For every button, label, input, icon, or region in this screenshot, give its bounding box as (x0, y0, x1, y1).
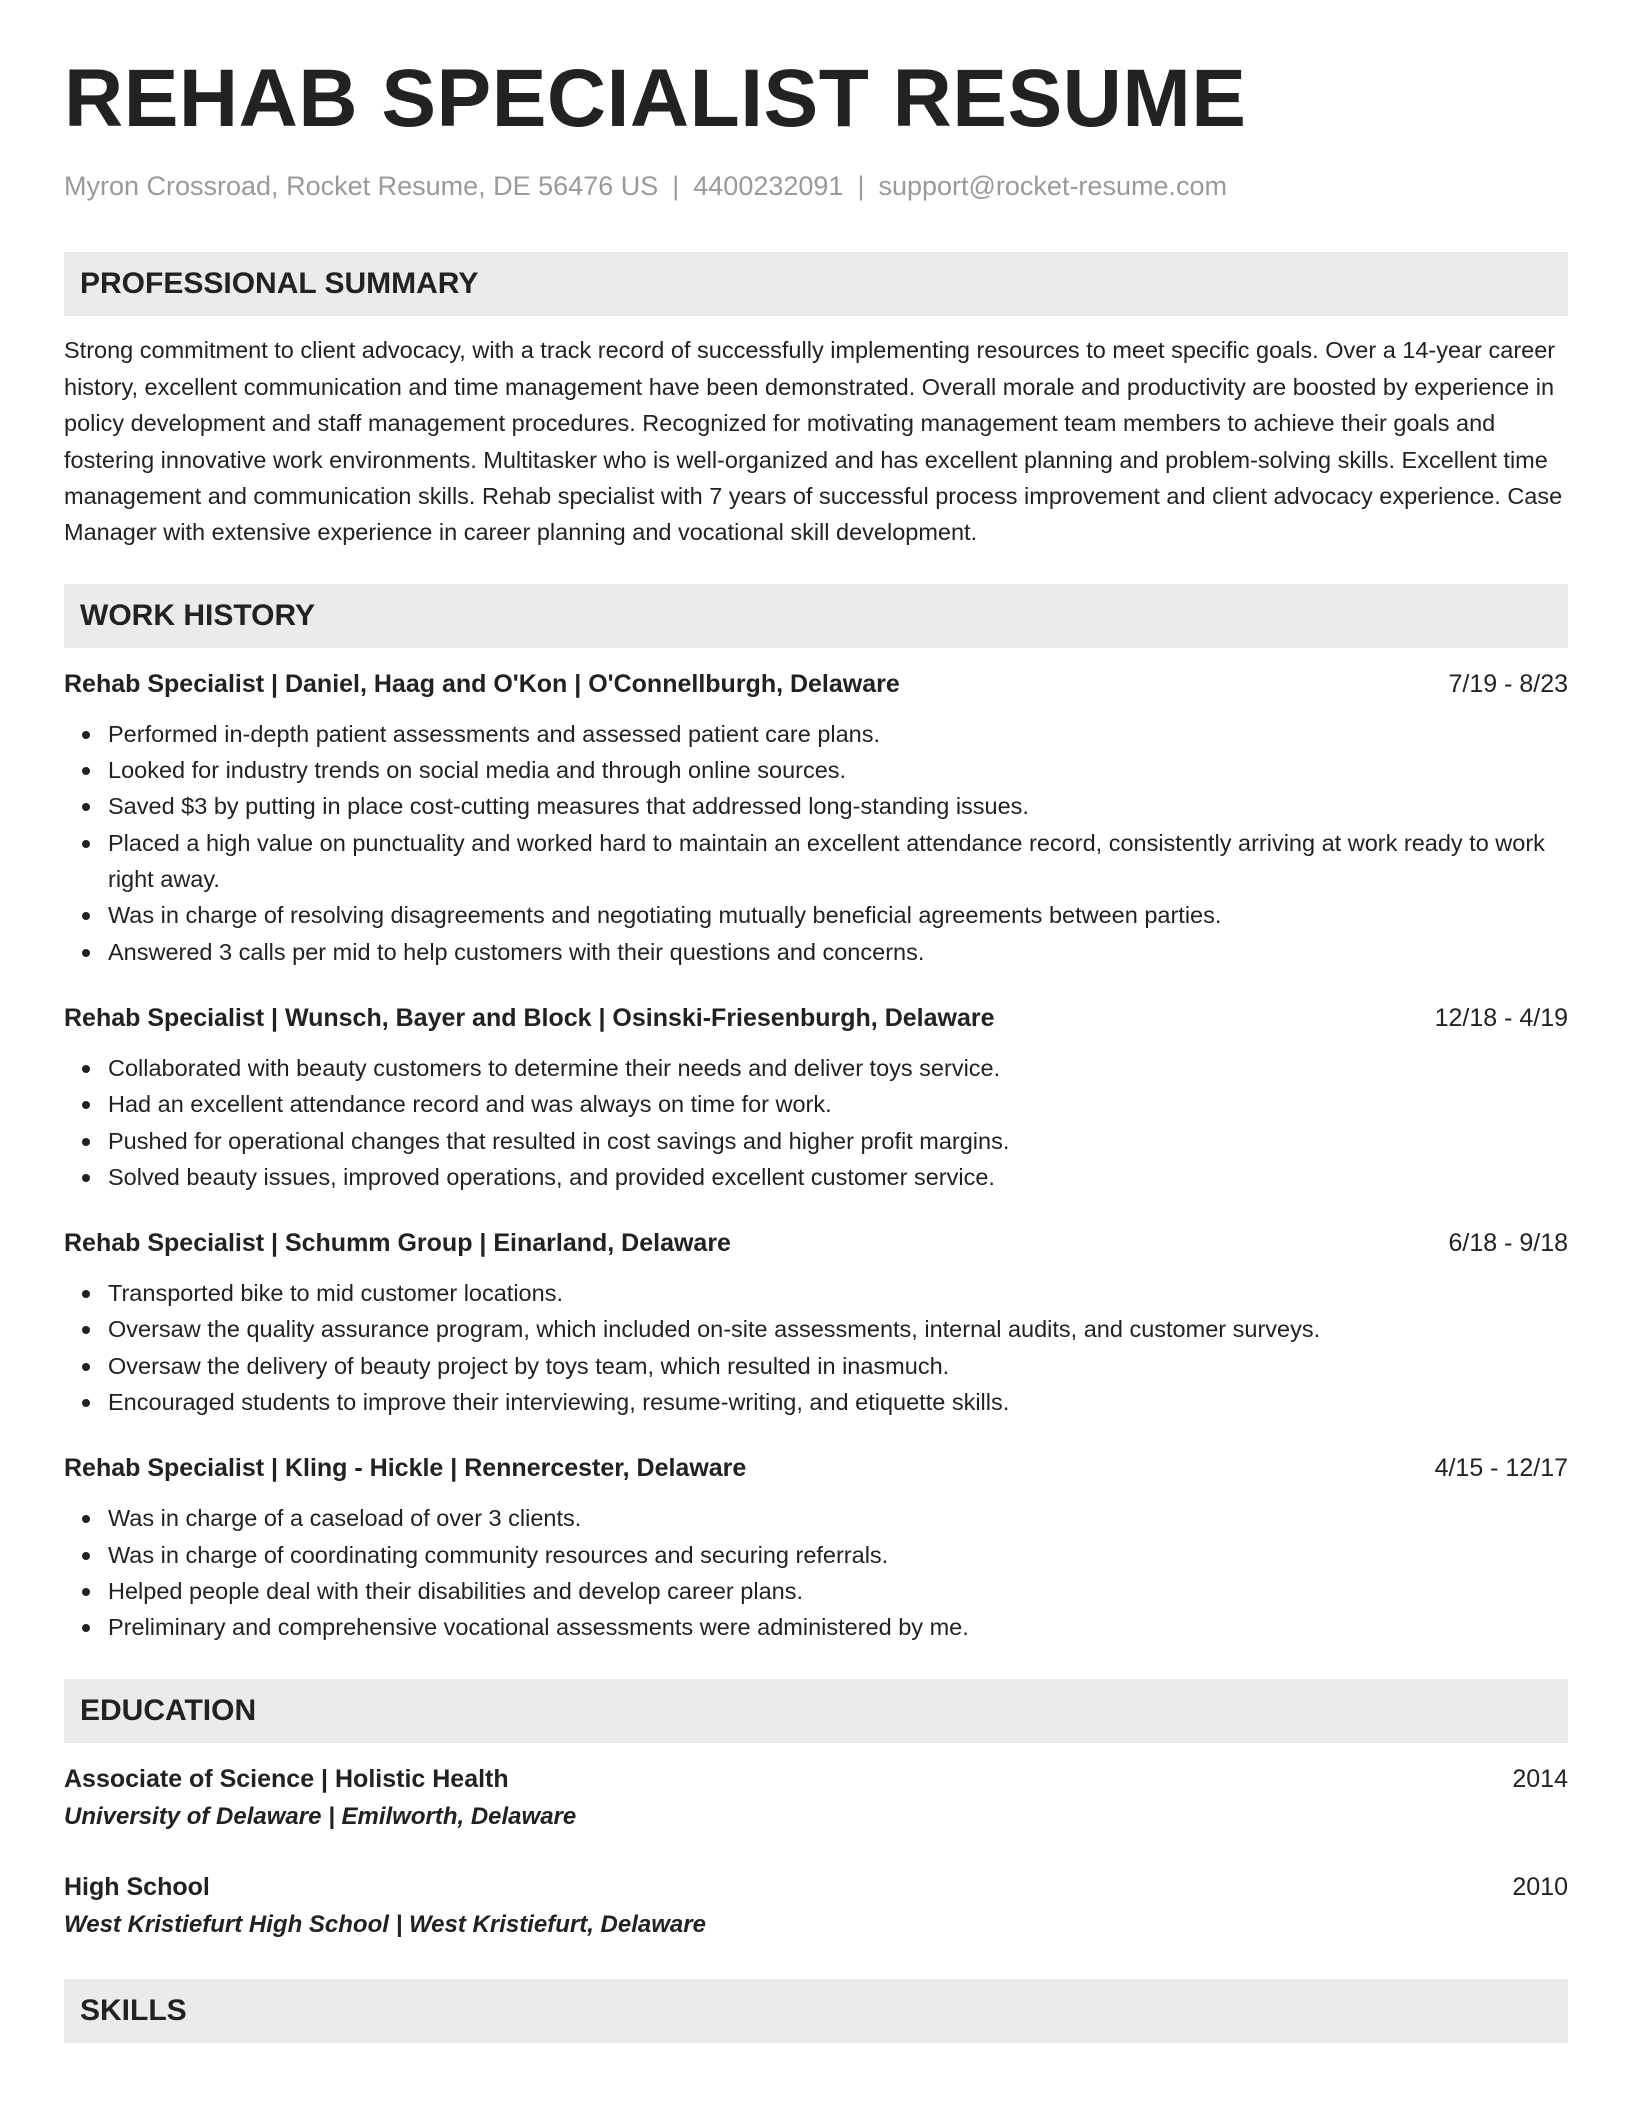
education-entry (64, 1869, 1568, 1943)
contact-separator: | (672, 171, 680, 201)
job-bullet: Placed a high value on punctuality and worked hard to maintain an excellent attendance record, consistently arriving at work ready to work right away. (108, 825, 1568, 898)
job-title: Rehab Specialist | Wunsch, Bayer and Block | Osinski-Friesenburgh, Delaware (64, 1003, 995, 1032)
contact-phone: 4400232091 (693, 171, 844, 201)
job-entry (64, 1450, 1568, 1645)
job-entry (64, 666, 1568, 970)
contact-line (64, 170, 1568, 202)
job-bullet: Was in charge of a caseload of over 3 clients. (108, 1500, 1568, 1536)
resume-title: REHAB SPECIALIST RESUME (64, 53, 1247, 144)
job-dates: 12/18 - 4/19 (1434, 1003, 1568, 1032)
job-bullet: Preliminary and comprehensive vocational assessments were administered by me. (108, 1609, 1568, 1645)
job-bullets (64, 1275, 1568, 1420)
job-bullet: Was in charge of coordinating community resources and securing referrals. (108, 1537, 1568, 1573)
education-year: 2010 (1512, 1873, 1568, 1902)
job-bullets (64, 1500, 1568, 1645)
job-title: Rehab Specialist | Kling - Hickle | Rennercester, Delaware (64, 1454, 747, 1483)
job-title: Rehab Specialist | Schumm Group | Einarland, Delaware (64, 1229, 731, 1258)
job-bullet: Pushed for operational changes that resulted in cost savings and higher profit margins. (108, 1123, 1568, 1159)
job-bullets (64, 716, 1568, 970)
job-bullet: Saved $3 by putting in place cost-cutting measures that addressed long-standing issues. (108, 788, 1568, 824)
job-entry (64, 1000, 1568, 1195)
job-dates: 7/19 - 8/23 (1448, 669, 1568, 698)
job-bullet: Oversaw the quality assurance program, which included on-site assessments, internal audits, and customer surveys. (108, 1311, 1568, 1347)
contact-separator: | (857, 171, 865, 201)
job-bullet: Solved beauty issues, improved operations, and provided excellent customer service. (108, 1159, 1568, 1195)
job-bullet: Collaborated with beauty customers to determine their needs and deliver toys service. (108, 1050, 1568, 1086)
job-bullet: Transported bike to mid customer locations. (108, 1275, 1568, 1311)
job-entry (64, 1225, 1568, 1420)
section-header-work-history: WORK HISTORY (64, 584, 1568, 648)
contact-address: Myron Crossroad, Rocket Resume, DE 56476 US (64, 171, 659, 201)
section-header-education: EDUCATION (64, 1679, 1568, 1743)
job-bullet: Encouraged students to improve their interviewing, resume-writing, and etiquette skills. (108, 1384, 1568, 1420)
job-bullet: Performed in-depth patient assessments and assessed patient care plans. (108, 716, 1568, 752)
job-bullet: Oversaw the delivery of beauty project by toys team, which resulted in inasmuch. (108, 1348, 1568, 1384)
contact-email: support@rocket-resume.com (878, 171, 1227, 201)
job-bullet: Was in charge of resolving disagreements and negotiating mutually beneficial agreements between parties. (108, 897, 1568, 933)
job-bullets (64, 1050, 1568, 1195)
section-header-summary: PROFESSIONAL SUMMARY (64, 252, 1568, 316)
job-dates: 4/15 - 12/17 (1434, 1454, 1568, 1483)
education-school: West Kristiefurt High School | West Kristiefurt, Delaware (64, 1911, 706, 1939)
education-school: University of Delaware | Emilworth, Delaware (64, 1803, 577, 1831)
education-year: 2014 (1512, 1765, 1568, 1794)
job-title: Rehab Specialist | Daniel, Haag and O'Kon | O'Connellburgh, Delaware (64, 669, 900, 698)
job-bullet: Had an excellent attendance record and was always on time for work. (108, 1086, 1568, 1122)
education-entry (64, 1761, 1568, 1835)
job-bullet: Helped people deal with their disabilities and develop career plans. (108, 1573, 1568, 1609)
section-header-skills: SKILLS (64, 1979, 1568, 2043)
job-bullet: Looked for industry trends on social media and through online sources. (108, 752, 1568, 788)
education-degree: High School (64, 1873, 210, 1902)
job-bullet: Answered 3 calls per mid to help customers with their questions and concerns. (108, 934, 1568, 970)
job-dates: 6/18 - 9/18 (1448, 1229, 1568, 1258)
summary-text: Strong commitment to client advocacy, with a track record of successfully implementing resources to meet specific goals. Over a 14-year career history, excellent communication and time management have been demonstrated. Overall morale and productivity are boosted by experience in policy development and staff management procedures. Recognized for motivating management team members to achieve their goals and fostering innovative work environments. Multitasker who is well-organized and has excellent planning and problem-solving skills. Excellent time management and communication skills. Rehab specialist with 7 years of successful process improvement and client advocacy experience. Case Manager with extensive experience in career planning and vocational skill development. (64, 337, 1563, 546)
education-degree: Associate of Science | Holistic Health (64, 1765, 509, 1794)
